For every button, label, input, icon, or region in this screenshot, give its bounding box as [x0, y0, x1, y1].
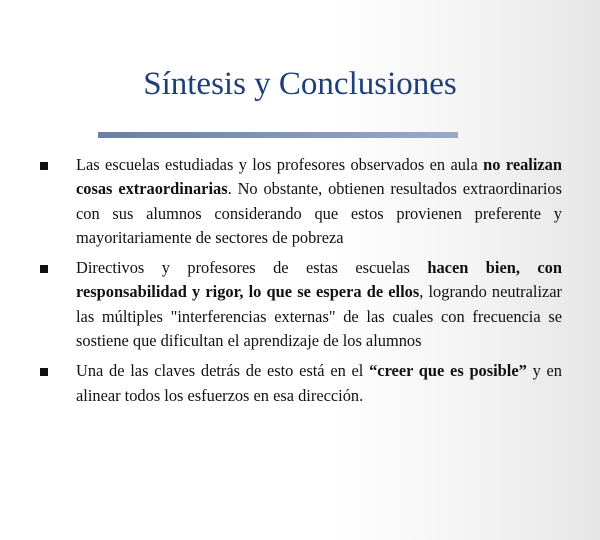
bullet-text-bold: no realizan cosas extraordinarias [76, 155, 562, 199]
bullet-text-bold: hacen bien, con responsabilidad y rigor, lo que se espera de ellos [76, 258, 562, 302]
bullet-text: , logrando neutralizar las múltiples "interferencias externas" de las cuales con frecuencia se sostiene que dificultan el aprendizaje de los alumnos [76, 282, 562, 351]
bullet-marker-icon [40, 265, 48, 273]
bullet-marker-icon [40, 368, 48, 376]
bullet-marker-icon [40, 162, 48, 170]
bullet-list [40, 153, 562, 414]
bullet-item [40, 359, 562, 408]
bullet-text-bold: “creer que es posible” [369, 361, 527, 381]
bullet-item [40, 153, 562, 250]
bullet-text: Una de las claves detrás de esto está en el [76, 361, 370, 381]
bullet-text: . No obstante, obtienen resultados extraordinarios con sus alumnos considerando que estos provienen preferente y mayoritariamente de sectores de pobreza [76, 179, 563, 247]
title-underline [98, 132, 458, 138]
bullet-text: Las escuelas estudiadas y los profesores observados en aula [76, 155, 484, 174]
slide-title: Síntesis y Conclusiones [143, 66, 457, 102]
bullet-text: y en alinear todos los esfuerzos en esa dirección. [76, 361, 562, 405]
bullet-text: Directivos y profesores de estas escuelas [76, 258, 428, 278]
bullet-item [40, 256, 562, 353]
